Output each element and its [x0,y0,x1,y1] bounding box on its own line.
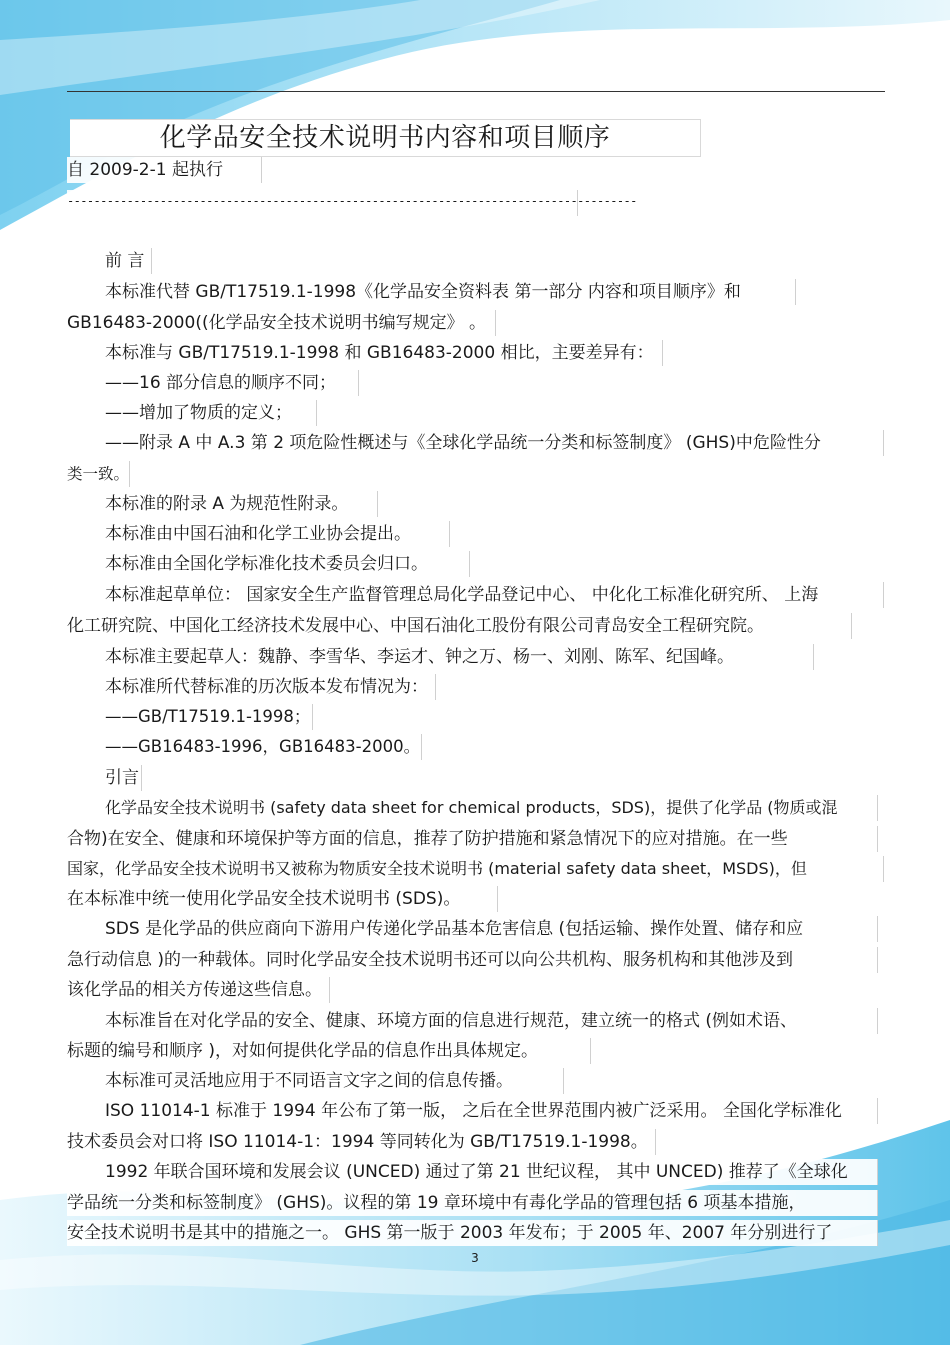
paragraph-line: 本标准代替 GB/T17519.1-1998《化学品安全资料表 第一部分 内容和项目顺序》和 [67,279,796,305]
paragraph-line: 技术委员会对口将 ISO 11014-1：1994 等同转化为 GB/T17519.1-1998。 [67,1129,656,1155]
paragraph-line: 在本标准中统一使用化学品安全技术说明书 (SDS)。 [67,886,498,912]
document-title: 化学品安全技术说明书内容和项目顺序 [159,123,611,153]
paragraph-line: 合物)在安全、健康和环境保护等方面的信息，推荐了防护措施和紧急情况下的应对措施。在一些 [67,826,878,852]
paragraph-line: 本标准主要起草人：魏静、李雪华、李运才、钟之万、杨一、刘刚、陈军、纪国峰。 [67,644,814,670]
paragraph-line: 学品统一分类和标签制度》 (GHS)。议程的第 19 章环境中有毒化学品的管理包括 6 项基本措施， [67,1190,878,1216]
section-heading-introduction: 引言 [67,765,142,791]
dashed-separator: -------------------------------------------------------------------------------------- [67,190,578,216]
list-item: ——附录 A 中 A.3 第 2 项危险性概述与《全球化学品统一分类和标签制度》 (GHS)中危险性分 [67,430,884,456]
list-item: ——增加了物质的定义； [67,400,317,426]
header-rule [67,91,885,92]
paragraph-line: 本标准旨在对化学品的安全、健康、环境方面的信息进行规范，建立统一的格式 (例如术语、 [67,1008,878,1034]
paragraph-line: 本标准起草单位： 国家安全生产监督管理总局化学品登记中心、 中化化工标准化研究所、 上海 [67,582,884,608]
paragraph-line: 1992 年联合国环境和发展会议 (UNCED) 通过了第 21 世纪议程， 其中 UNCED) 推荐了《全球化 [67,1159,878,1185]
list-item: ——GB16483-1996，GB16483-2000。 [67,734,422,760]
effective-date: 自 2009-2-1 起执行 [67,157,262,183]
paragraph-line: 类一致。 [67,461,130,487]
paragraph-line: 本标准所代替标准的历次版本发布情况为： [67,674,436,700]
paragraph-line: 本标准的附录 A 为规范性附录。 [67,491,378,517]
paragraph-line: ISO 11014-1 标准于 1994 年公布了第一版， 之后在全世界范围内被广泛采用。 全国化学标准化 [67,1098,878,1124]
paragraph-line: 安全技术说明书是其中的措施之一。 GHS 第一版于 2003 年发布；于 2005 年、2007 年分别进行了 [67,1220,878,1246]
paragraph-line: 急行动信息 )的一种载体。同时化学品安全技术说明书还可以向公共机构、服务机构和其他涉及到 [67,947,878,973]
paragraph-line: 化工研究院、中国化工经济技术发展中心、中国石油化工股份有限公司青岛安全工程研究院。 [67,613,852,639]
paragraph-line: 化学品安全技术说明书 (safety data sheet for chemical products，SDS)，提供了化学品 (物质或混 [67,795,878,821]
paragraph-line: 标题的编号和顺序 )，对如何提供化学品的信息作出具体规定。 [67,1038,591,1064]
paragraph-line: 本标准可灵活地应用于不同语言文字之间的信息传播。 [67,1068,564,1094]
section-heading-foreword: 前 言 [67,248,152,274]
paragraph-line: 本标准由全国化学标准化技术委员会归口。 [67,551,470,577]
paragraph-line: 国家，化学品安全技术说明书又被称为物质安全技术说明书 (material safety data sheet，MSDS)，但 [67,856,884,882]
paragraph-line: 本标准由中国石油和化学工业协会提出。 [67,521,450,547]
paragraph-line: GB16483-2000((化学品安全技术说明书编写规定》 。 [67,310,496,336]
list-item: ——16 部分信息的顺序不同； [67,370,359,396]
paragraph-line: SDS 是化学品的供应商向下游用户传递化学品基本危害信息 (包括运输、操作处置、储存和应 [67,916,878,942]
paragraph-line: 本标准与 GB/T17519.1-1998 和 GB16483-2000 相比，主要差异有： [67,340,663,366]
list-item: ——GB/T17519.1-1998； [67,704,313,730]
paragraph-line: 该化学品的相关方传递这些信息。 [67,977,330,1003]
page-number: 3 [471,1251,479,1265]
